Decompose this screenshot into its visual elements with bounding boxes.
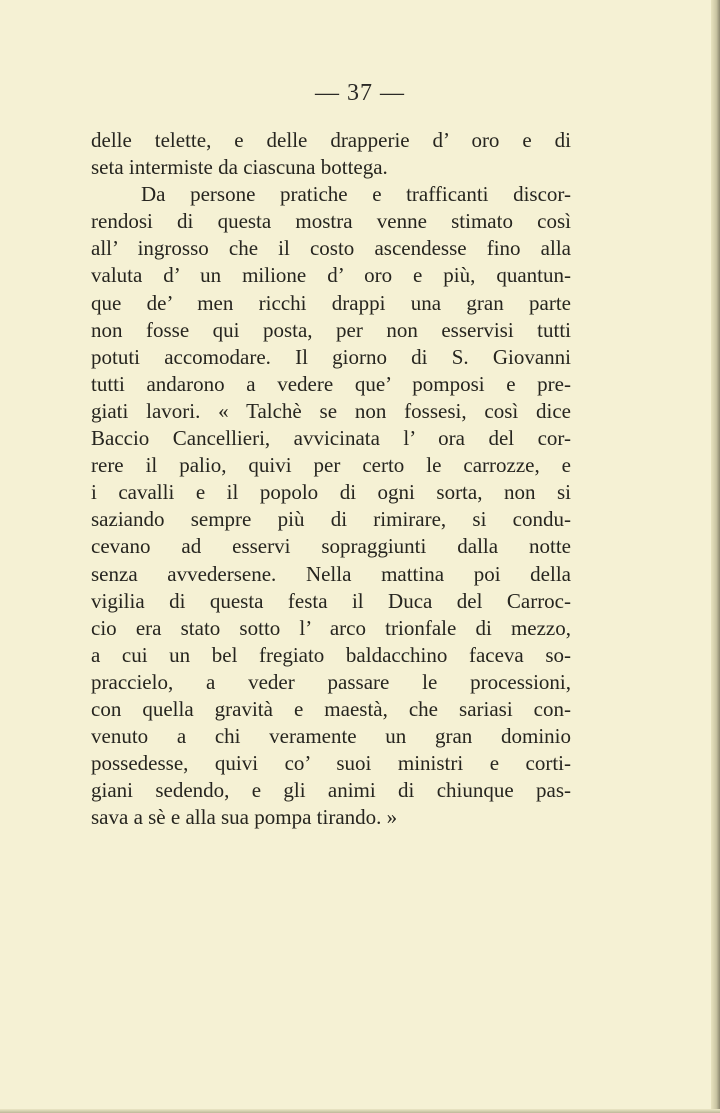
- page-number: — 37 —: [315, 80, 405, 106]
- text-line: Baccio Cancellieri, avvicinata l’ ora del cor-: [91, 426, 571, 451]
- text-line: tutti andarono a vedere que’ pomposi e pre-: [91, 371, 571, 396]
- text-line: con quella gravità e maestà, che sariasi con-: [91, 696, 571, 721]
- text-line: venuto a chi veramente un gran dominio: [91, 724, 571, 749]
- text-line: seta intermiste da ciascuna bottega.: [91, 155, 388, 180]
- text-line: delle telette, e delle drapperie d’ oro e di: [91, 128, 571, 152]
- text-line: i cavalli e il popolo di ogni sorta, non si: [91, 480, 571, 505]
- page-edge-shadow: [711, 0, 720, 1113]
- text-line: giati lavori. « Talchè se non fossesi, così dice: [91, 398, 571, 423]
- text-line: sava a sè e alla sua pompa tirando. »: [91, 805, 398, 830]
- body-text: [91, 127, 571, 831]
- text-line: saziando sempre più di rimirare, si condu-: [91, 507, 571, 532]
- text-line: rendosi di questa mostra venne stimato così: [91, 209, 571, 234]
- text-line: vigilia di questa festa il Duca del Carroc-: [91, 588, 571, 613]
- text-line: giani sedendo, e gli animi di chiunque pas-: [91, 778, 571, 803]
- text-line: a cui un bel fregiato baldacchino faceva so-: [91, 642, 571, 667]
- text-line: cevano ad esservi sopraggiunti dalla notte: [91, 534, 571, 559]
- text-line: Da persone pratiche e trafficanti discor-: [141, 182, 571, 207]
- text-line: que de’ men ricchi drappi una gran parte: [91, 290, 571, 315]
- text-line: rere il palio, quivi per certo le carrozze, e: [91, 453, 571, 478]
- text-line: all’ ingrosso che il costo ascendesse fino alla: [91, 236, 571, 261]
- text-line: senza avvedersene. Nella mattina poi della: [91, 561, 571, 586]
- text-line: valuta d’ un milione d’ oro e più, quantun-: [91, 263, 571, 288]
- text-line: non fosse qui posta, per non esservisi tutti: [91, 317, 571, 342]
- text-line: potuti accomodare. Il giorno di S. Giovanni: [91, 344, 571, 369]
- page-bottom-edge: [0, 1109, 720, 1113]
- text-line: praccielo, a veder passare le processioni,: [91, 669, 571, 694]
- text-line: cio era stato sotto l’ arco trionfale di mezzo,: [91, 615, 571, 640]
- text-line: possedesse, quivi co’ suoi ministri e corti-: [91, 751, 571, 776]
